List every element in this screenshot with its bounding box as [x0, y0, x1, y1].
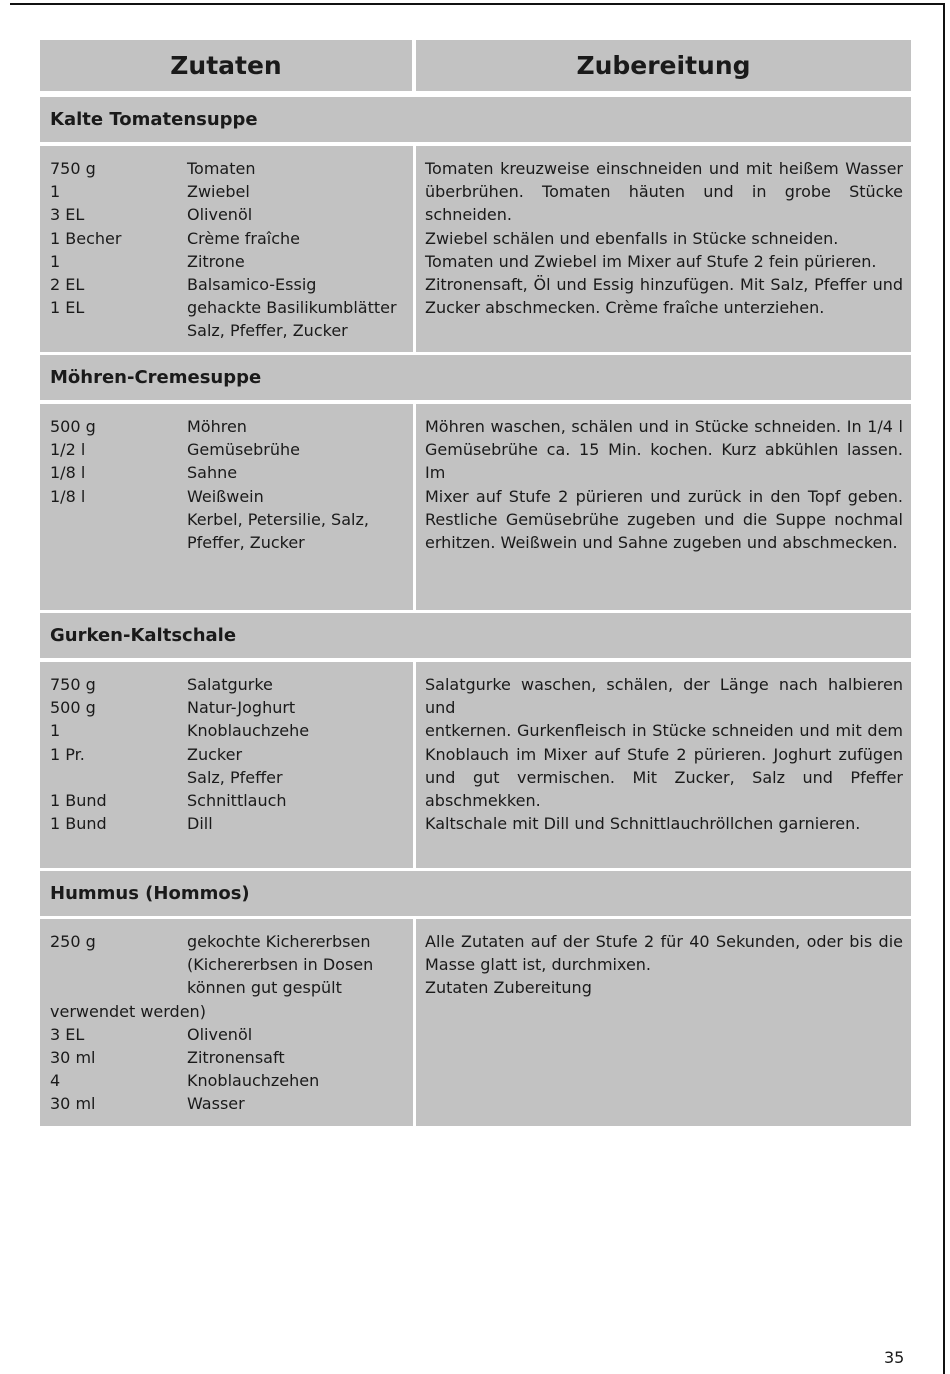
ingredient-quantity: 1 Pr.	[50, 744, 85, 764]
ingredient-row	[50, 976, 413, 999]
ingredient-row	[50, 157, 413, 180]
ingredient-row	[50, 953, 413, 976]
ingredient-row	[50, 319, 413, 342]
ingredient-name: Crème fraîche	[187, 228, 300, 248]
ingredient-quantity: 4	[50, 1071, 61, 1091]
preparation-line: Mixer auf Stufe 2 pürieren und zurück in den Topf geben.	[425, 486, 903, 506]
preparation-cell	[416, 404, 911, 610]
ingredient-row	[50, 743, 413, 766]
ingredient-name: Weißwein	[187, 486, 264, 506]
ingredient-name: Pfeffer, Zucker	[187, 532, 305, 552]
preparation-line: Kaltschale mit Dill und Schnittlauchröllchen garnieren.	[425, 814, 861, 834]
preparation-line: erhitzen. Weißwein und Sahne zugeben und abschmecken.	[425, 533, 898, 553]
ingredient-row	[50, 415, 413, 438]
header-preparation: Zubereitung	[416, 40, 911, 91]
ingredient-name: Knoblauchzehe	[187, 721, 310, 741]
ingredient-quantity: 1	[50, 721, 61, 741]
preparation-line: Zucker abschmecken. Crème fraîche unterziehen.	[425, 298, 825, 318]
preparation-line: Restliche Gemüsebrühe zugeben und die Suppe nochmal	[425, 509, 903, 529]
ingredient-quantity: 1 Becher	[50, 228, 122, 248]
ingredient-quantity: verwendet werden)	[50, 1001, 206, 1021]
preparation-line: Tomaten kreuzweise einschneiden und mit heißem Wasser	[425, 159, 903, 178]
ingredient-quantity: 1 Bund	[50, 814, 107, 834]
preparation-line: abschmekken.	[425, 791, 541, 811]
preparation-line: überbrühen. Tomaten häuten und in grobe Stücke schneiden.	[425, 182, 903, 225]
ingredient-quantity: 30 ml	[50, 1094, 96, 1114]
page-number: 35	[884, 1348, 905, 1367]
ingredients-cell	[40, 146, 413, 352]
preparation-line: und gut vermischen. Mit Zucker, Salz und Pfeffer	[425, 767, 903, 787]
preparation-line: Salatgurke waschen, schälen, der Länge nach halbieren und	[425, 675, 903, 718]
ingredient-row	[50, 719, 413, 742]
ingredient-name: Möhren	[187, 417, 247, 436]
ingredient-quantity: 1	[50, 182, 61, 202]
page-border-top	[10, 3, 945, 5]
ingredient-row	[50, 1046, 413, 1069]
preparation-line: Tomaten und Zwiebel im Mixer auf Stufe 2 fein pürieren.	[425, 251, 877, 271]
ingredient-name: gekochte Kichererbsen	[187, 932, 371, 951]
ingredient-name: Gemüsebrühe	[187, 440, 301, 460]
ingredient-row	[50, 508, 413, 531]
ingredient-row	[50, 296, 413, 319]
ingredient-name: Sahne	[187, 463, 238, 483]
ingredient-name: Zitrone	[187, 251, 245, 271]
ingredient-quantity: 1/8 l	[50, 463, 86, 483]
ingredient-name: Zwiebel	[187, 182, 250, 202]
ingredient-row	[50, 812, 413, 835]
recipe-title: Gurken-Kaltschale	[40, 613, 911, 658]
recipe-title: Hummus (Hommos)	[40, 871, 911, 916]
ingredient-row	[50, 1092, 413, 1115]
ingredient-row	[50, 930, 413, 953]
preparation-line: Zutaten Zubereitung	[425, 978, 592, 998]
ingredient-name: Natur-Joghurt	[187, 698, 296, 718]
ingredients-cell	[40, 919, 413, 1126]
ingredient-quantity: 1 EL	[50, 298, 85, 318]
ingredient-row	[50, 250, 413, 273]
ingredient-row	[50, 203, 413, 226]
recipe-title: Möhren-Cremesuppe	[40, 355, 911, 400]
ingredient-quantity: 250 g	[50, 932, 96, 951]
ingredient-name: Kerbel, Petersilie, Salz,	[187, 509, 369, 529]
ingredient-name: Olivenöl	[187, 1024, 253, 1044]
ingredient-name: Balsamico-Essig	[187, 274, 317, 294]
ingredient-quantity: 3 EL	[50, 205, 85, 225]
ingredient-quantity: 3 EL	[50, 1024, 85, 1044]
ingredient-name: Salz, Pfeffer, Zucker	[187, 321, 348, 341]
ingredient-row	[50, 789, 413, 812]
ingredient-row	[50, 766, 413, 789]
ingredient-name: Zucker	[187, 744, 243, 764]
ingredient-name: Salz, Pfeffer	[187, 767, 283, 787]
ingredient-row	[50, 461, 413, 484]
ingredient-row	[50, 1069, 413, 1092]
ingredient-row	[50, 227, 413, 250]
ingredient-quantity: 1	[50, 251, 61, 271]
ingredient-row	[50, 485, 413, 508]
ingredient-name: Zitronensaft	[187, 1047, 285, 1067]
header-ingredients: Zutaten	[40, 40, 412, 91]
ingredient-quantity: 1 Bund	[50, 790, 107, 810]
preparation-line: Knoblauch im Mixer auf Stufe 2 pürieren. Joghurt zufügen	[425, 744, 903, 764]
preparation-line: Alle Zutaten auf der Stufe 2 für 40 Sekunden, oder bis die	[425, 932, 903, 951]
preparation-line: Zitronensaft, Öl und Essig hinzufügen. Mit Salz, Pfeffer und	[425, 275, 903, 295]
ingredient-row	[50, 1023, 413, 1046]
ingredient-name: Wasser	[187, 1094, 245, 1114]
ingredient-quantity: 500 g	[50, 698, 96, 718]
ingredient-quantity: 1/8 l	[50, 486, 86, 506]
ingredient-quantity: 500 g	[50, 417, 96, 436]
ingredient-row	[50, 531, 413, 554]
ingredient-name: können gut gespült	[187, 978, 342, 998]
ingredient-quantity: 2 EL	[50, 274, 85, 294]
ingredient-quantity: 1/2 l	[50, 440, 86, 460]
preparation-line: Gemüsebrühe ca. 15 Min. kochen. Kurz abkühlen lassen. Im	[425, 440, 903, 483]
preparation-cell	[416, 662, 911, 868]
preparation-cell	[416, 919, 911, 1126]
recipe-title: Kalte Tomatensuppe	[40, 97, 911, 142]
page-border-right	[943, 3, 945, 1374]
ingredient-quantity: 750 g	[50, 159, 96, 178]
ingredient-quantity: 750 g	[50, 675, 96, 694]
ingredient-name: Knoblauchzehen	[187, 1071, 320, 1091]
ingredient-name: Salatgurke	[187, 675, 273, 694]
ingredient-name: gehackte Basilikumblätter	[187, 298, 397, 318]
ingredient-name: Olivenöl	[187, 205, 253, 225]
ingredient-row	[50, 1000, 413, 1023]
preparation-line: Masse glatt ist, durchmixen.	[425, 955, 652, 975]
preparation-line: entkernen. Gurkenfleisch in Stücke schneiden und mit dem	[425, 721, 903, 741]
ingredient-row	[50, 273, 413, 296]
ingredient-row	[50, 673, 413, 696]
ingredient-quantity: 30 ml	[50, 1047, 96, 1067]
preparation-cell	[416, 146, 911, 352]
ingredients-cell	[40, 662, 413, 868]
ingredient-name: Dill	[187, 814, 213, 834]
ingredient-row	[50, 696, 413, 719]
ingredient-row	[50, 438, 413, 461]
ingredient-row	[50, 180, 413, 203]
preparation-line: Zwiebel schälen und ebenfalls in Stücke schneiden.	[425, 228, 839, 248]
preparation-line: Möhren waschen, schälen und in Stücke schneiden. In 1/4 l	[425, 417, 903, 436]
ingredients-cell	[40, 404, 413, 610]
ingredient-name: Tomaten	[187, 159, 256, 178]
ingredient-name: (Kichererbsen in Dosen	[187, 955, 374, 975]
ingredient-name: Schnittlauch	[187, 790, 287, 810]
